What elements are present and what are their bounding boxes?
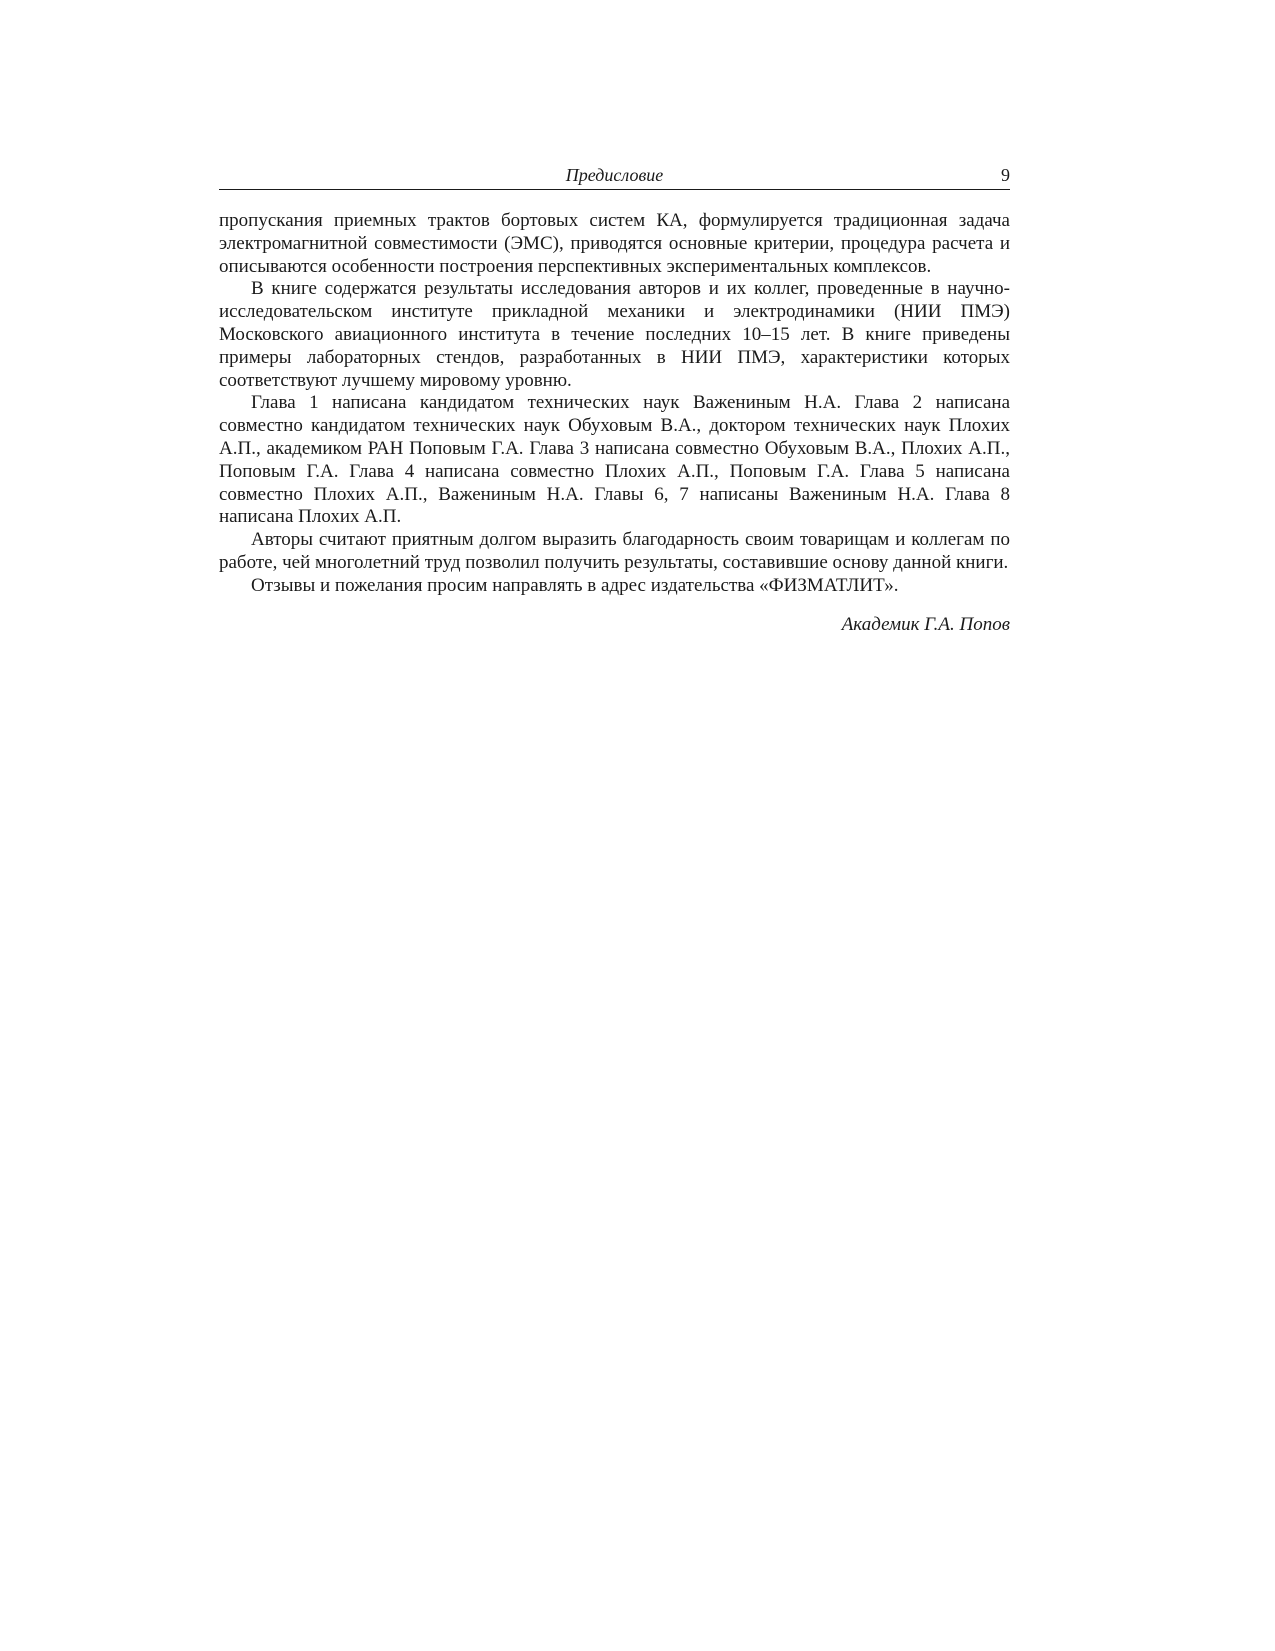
paragraph-chapter-authors: Глава 1 написана кандидатом технических наук Важениным Н.А. Глава 2 написана совместно кандидатом технических наук Обуховым В.А., доктором технических наук Плохих А.П., академиком РАН Поповым Г.А. Глава 3 написана совместно Обуховым В.А., Плохих А.П., Поповым Г.А. Глава 4 написана совместно Плохих А.П., Поповым Г.А. Глава 5 написана совместно Плохих А.П., Важениным Н.А. Главы 6, 7 написаны Важениным Н.А. Глава 8 написана Плохих А.П. (219, 392, 1010, 528)
paragraph-feedback: Отзывы и пожелания просим направлять в адрес издательства «ФИЗМАТЛИТ». (251, 574, 899, 596)
paragraph-research-results: В книге содержатся результаты исследования авторов и их коллег, проведенные в научно-исследовательском институте прикладной механики и электродинамики (НИИ ПМЭ) Московского авиационного института в течение последних 10–15 лет. В книге приведены примеры лабораторных стендов, разработанных в НИИ ПМЭ, характеристики которых соответствуют лучшему мировому уровню. (219, 278, 1010, 391)
paragraph-continuation: пропускания приемных трактов бортовых систем КА, формулируется традиционная задача электромагнитной совместимости (ЭМС), приводятся основные критерии, процедура расчета и описываются особенности построения перспективных экспериментальных комплексов. (219, 210, 1010, 277)
page-number: 9 (1001, 165, 1010, 185)
paragraph-acknowledgements: Авторы считают приятным долгом выразить благодарность своим товарищам и коллегам по работе, чей многолетний труд позволил получить результаты, составившие основу данной книги. (219, 529, 1010, 573)
running-header (219, 163, 1010, 190)
running-title: Предисловие (565, 165, 664, 185)
body-text (219, 210, 1010, 598)
book-page (219, 163, 1010, 636)
signature: Академик Г.А. Попов (841, 613, 1010, 635)
